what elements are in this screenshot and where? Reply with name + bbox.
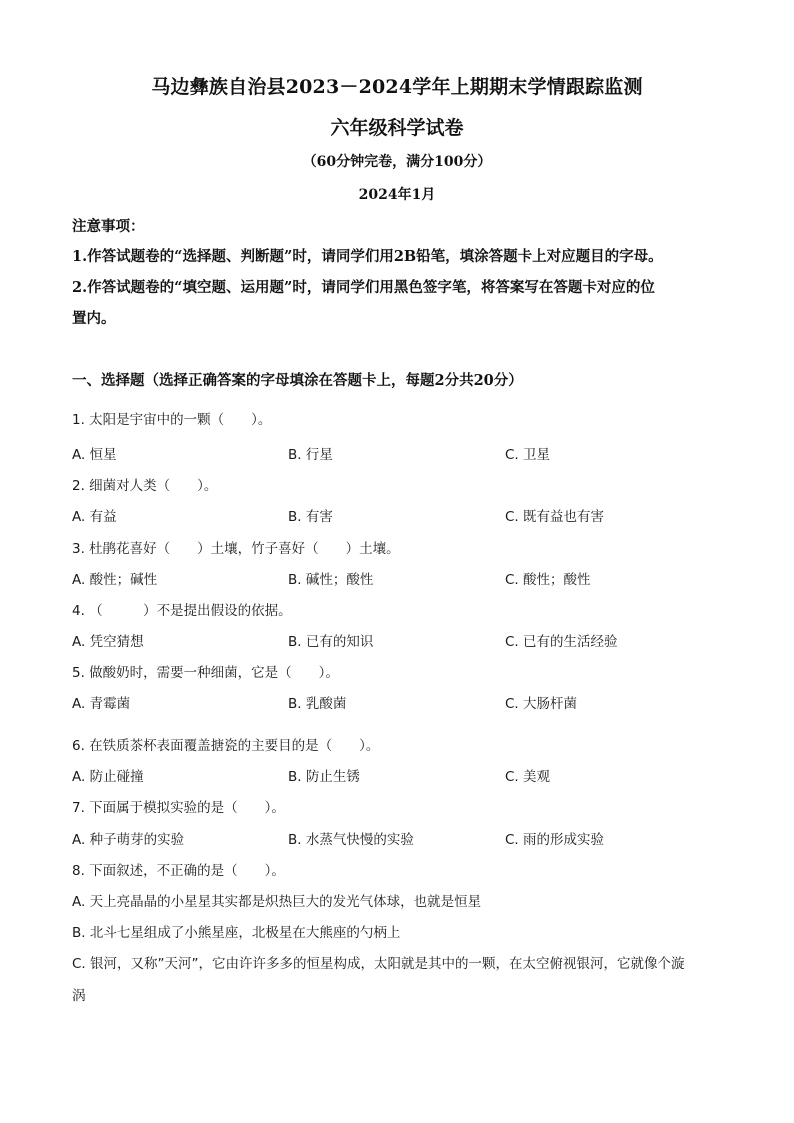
instruction-line-2b: 置内。 <box>72 310 116 327</box>
option-line: C. 银河，又称”天河”，它由许许多多的恒星构成，太阳就是其中的一颗，在太空俯视银河，它就像个漩 <box>72 956 685 972</box>
option-b: B. 水蒸气快慢的实验 <box>288 832 414 848</box>
option-c: C. 既有益也有害 <box>505 509 605 525</box>
option-a: A. 防止碰撞 <box>72 769 144 785</box>
instruction-line-1: 1.作答试题卷的“选择题、判断题”时，请同学们用2B铅笔，填涂答题卡上对应题目的字母。 <box>72 248 663 265</box>
option-b: B. 有害 <box>288 509 333 525</box>
option-c: C. 卫星 <box>505 447 551 463</box>
option-a: A. 种子萌芽的实验 <box>72 832 185 848</box>
exam-title: 马边彝族自治县2023－2024学年上期期末学情跟踪监测 <box>151 76 643 98</box>
exam-duration-note: （60分钟完卷，满分100分） <box>302 154 492 170</box>
question-stem: 1. 太阳是宇宙中的一颗（ ）。 <box>72 412 272 428</box>
instruction-line-2a: 2.作答试题卷的“填空题、运用题”时，请同学们用黑色签字笔，将答案写在答题卡对应的位 <box>72 279 655 296</box>
option-b: B. 碱性；酸性 <box>288 572 374 588</box>
option-b: B. 行星 <box>288 447 333 463</box>
question-stem: 7. 下面属于模拟实验的是（ ）。 <box>72 800 285 816</box>
option-b: B. 乳酸菌 <box>288 696 347 712</box>
option-a: A. 恒星 <box>72 447 117 463</box>
question-stem: 4. （ ）不是提出假设的依据。 <box>72 603 292 619</box>
exam-date: 2024年1月 <box>358 187 436 203</box>
question-stem: 6. 在铁质茶杯表面覆盖搪瓷的主要目的是（ ）。 <box>72 738 380 754</box>
option-c: C. 雨的形成实验 <box>505 832 605 848</box>
section-heading: 一、选择题（选择正确答案的字母填涂在答题卡上，每题2分共20分） <box>72 372 523 389</box>
option-c: C. 大肠杆菌 <box>505 696 578 712</box>
question-stem: 8. 下面叙述，不正确的是（ ）。 <box>72 863 285 879</box>
instructions-heading: 注意事项： <box>72 218 145 235</box>
option-c: C. 已有的生活经验 <box>505 634 618 650</box>
question-stem: 2. 细菌对人类（ ）。 <box>72 478 218 494</box>
option-a: A. 有益 <box>72 509 117 525</box>
exam-subtitle: 六年级科学试卷 <box>330 117 464 139</box>
option-line: 涡 <box>72 988 86 1004</box>
option-b: B. 已有的知识 <box>288 634 374 650</box>
question-stem: 5. 做酸奶时，需要一种细菌，它是（ ）。 <box>72 665 339 681</box>
option-a: A. 酸性；碱性 <box>72 572 158 588</box>
option-c: C. 酸性；酸性 <box>505 572 591 588</box>
option-line: A. 天上亮晶晶的小星星其实都是炽热巨大的发光气体球，也就是恒星 <box>72 894 482 910</box>
option-line: B. 北斗七星组成了小熊星座，北极星在大熊座的勺柄上 <box>72 925 401 941</box>
question-stem: 3. 杜鹃花喜好（ ）土壤，竹子喜好（ ）土壤。 <box>72 541 400 557</box>
option-a: A. 青霉菌 <box>72 696 131 712</box>
option-b: B. 防止生锈 <box>288 769 360 785</box>
option-a: A. 凭空猜想 <box>72 634 144 650</box>
option-c: C. 美观 <box>505 769 551 785</box>
